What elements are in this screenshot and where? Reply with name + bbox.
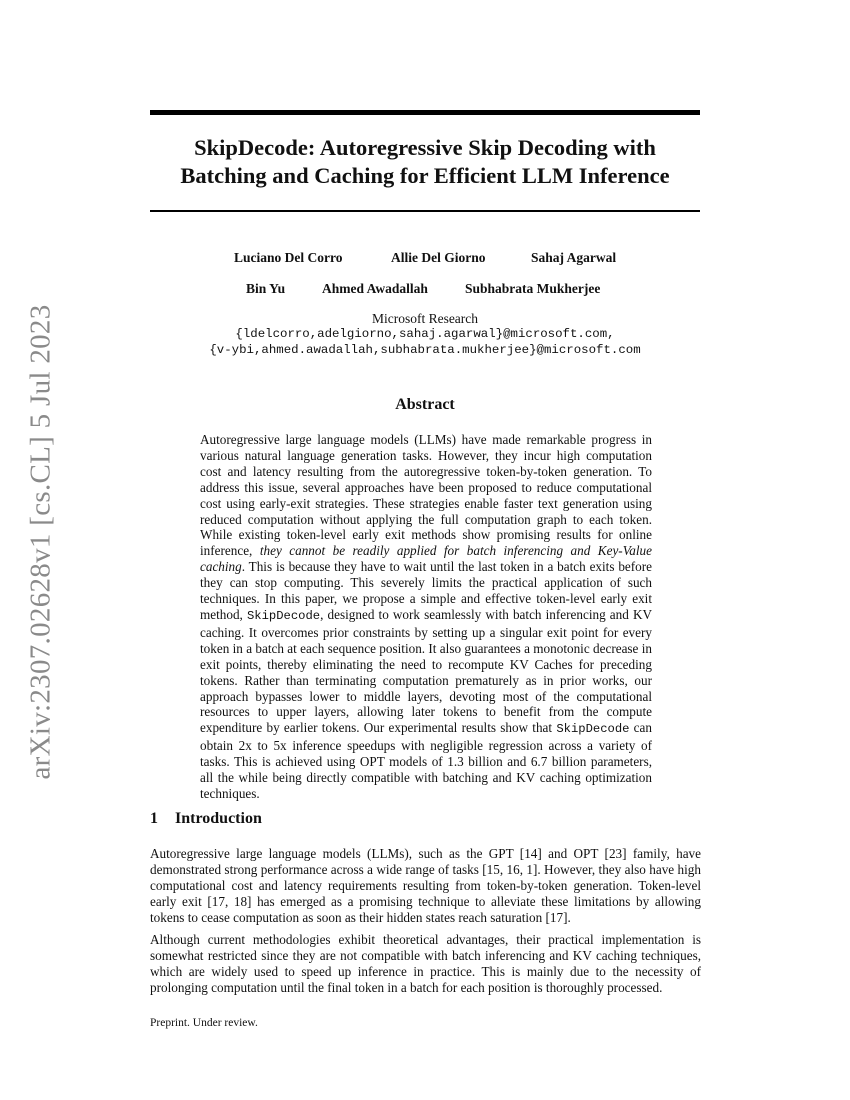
intro-paragraph-1: Autoregressive large language models (LLMs), such as the GPT [14] and OPT [23] family, have demonstrated strong performance across a wide range of tasks [15, 16, 1]. However, they also have high computational cost and latency requirements resulting from token-by-token generation. Token-level early exit [17, 18] has emerged as a promising technique to alleviate these limitations by allowing tokens to cease computation as soon as their hidden states reach saturation [17]. [150,846,701,925]
author-affiliation: Microsoft Research [371,311,479,326]
intro-paragraph-2: Although current methodologies exhibit theoretical advantages, their practical implementation is somewhat restricted since they are not compatible with batch inferencing and KV caching techniques, which are widely used to speed up inference in practice. This is mainly due to the necessity of prolonging computation until the final token in a batch for each position is thoroughly processed. [150,932,701,995]
arxiv-identifier-stamp: arXiv:2307.02628v1 [cs.CL] 5 Jul 2023 [24,304,57,780]
method-name-code: SkipDecode [556,722,630,737]
section-number: 1 [150,810,158,827]
abstract-text: , designed to work seamlessly with batch inferencing and KV caching. It overcomes prior constraints by setting up a singular exit point for every token in a batch at each sequence position. It also guarantees a monotonic decrease in exit points, thereby eliminating the need to recompute KV Caches for preceding tokens. Rather than terminating computation prematurely as in prior works, our approach bypasses lower to middle layers, devoting most of the computational resources to upper layers, allowing later tokens to benefit from the compute expenditure by earlier tokens. Our experimental results show that [200,606,653,736]
author-name: Allie Del Giorno [391,250,486,265]
method-name-code: SkipDecode [246,608,321,623]
author-name: Bin Yu [246,281,286,296]
author-name: Sahaj Agarwal [531,250,617,265]
author-emails-line-1: {ldelcorro,adelgiorno,sahaj.agarwal}@microsoft.com, [235,327,615,341]
section-title: Introduction [175,810,262,827]
section-heading-introduction [150,810,262,828]
title-rule-top [150,110,700,115]
paper-title [150,134,700,190]
author-name: Luciano Del Corro [234,250,343,265]
abstract-body [200,432,652,802]
title-rule-bottom [150,210,700,212]
abstract-heading: Abstract [395,396,455,413]
abstract-text: . This is because they have to wait until the last token in a batch exits before they can stop computing. This severely limits the practical application of such techniques. In this paper, we propose a simple and effective token-level early exit method, [200,559,652,622]
abstract-text: Autoregressive large language models (LLMs) have made remarkable progress in various natural language generation tasks. However, they incur high computation cost and latency resulting from the autoregressive token-by-token generation. To address this issue, several approaches have been proposed to reduce computational cost using early-exit strategies. These strategies enable faster text generation using reduced computation without applying the full computation graph to each token. While existing token-level early exit methods show promising results for online inference, [200,432,652,559]
author-name: Subhabrata Mukherjee [465,281,601,296]
author-emails-line-2: {v-ybi,ahmed.awadallah,subhabrata.mukherjee}@microsoft.com [209,343,641,357]
paper-title-line-1: SkipDecode: Autoregressive Skip Decoding with [194,135,656,160]
abstract-emphasis: they cannot be readily applied for batch inferencing and Key-Value caching [200,543,652,575]
preprint-footer-note: Preprint. Under review. [150,1017,258,1029]
author-name: Ahmed Awadallah [322,281,428,296]
paper-title-line-2: Batching and Caching for Efficient LLM Inference [180,163,670,188]
abstract-text: can obtain 2x to 5x inference speedups with negligible regression across a variety of tasks. This is achieved using OPT models of 1.3 billion and 6.7 billion parameters, all the while being directly compatible with batching and KV caching optimization techniques. [200,720,652,801]
